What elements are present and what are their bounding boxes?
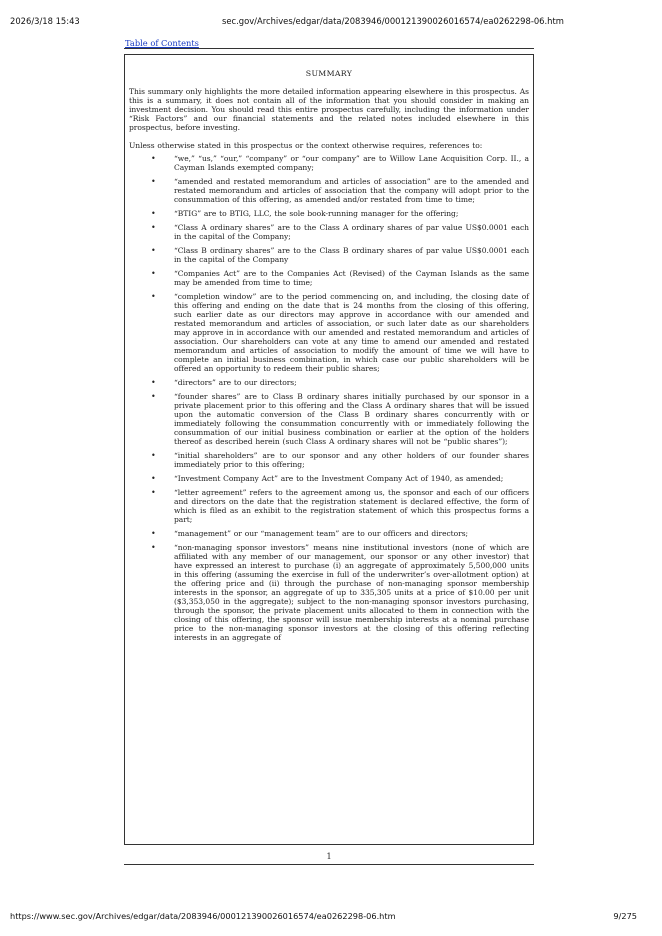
- page-number: 1: [326, 852, 332, 861]
- definition-item: • “non-managing sponsor investors” means nine institutional investors (none of which are affiliated with any member of our management, our sponsor or any other investor) that have expressed an interest to purchase (i) an aggregate of approximately 5,500,000 units in this offering (assuming the exercise in full of the underwriter’s over-allotment option) at the offering price and (ii) through the purchase of non-managing sponsor membership interests in the sponsor, an aggregate of up to 335,305 units at a price of $10.00 per unit ($3,353,050 in the aggregate); subject to the non-managing sponsor investors purchasing, through the sponsor, the private placement units allocated to them in connection with the closing of this offering, the sponsor will issue membership interests at a nominal purchase price to the non-managing sponsor investors at the closing of this offering reflecting interests in an aggregate of: [151, 543, 529, 642]
- definition-item: • “Class A ordinary shares” are to the Class A ordinary shares of par value US$0.0001 each in the capital of the Company;: [151, 223, 529, 241]
- summary-intro: This summary only highlights the more detailed information appearing elsewhere in this prospectus. As this is a summary, it does not contain all of the information that you should consider in making an investment decision. You should read this entire prospectus carefully, including the information under “Risk Factors” and our financial statements and the related notes included elsewhere in this prospectus, before investing.: [129, 87, 529, 132]
- definition-item: • “directors” are to our directors;: [151, 378, 297, 387]
- definition-item: • “founder shares” are to Class B ordinary shares initially purchased by our sponsor in a private placement prior to this offering and the Class A ordinary shares that will be issued upon the automatic conversion of the Class B ordinary shares concurrently with or immediately following the consummation concurrently with or immediately following the consummation of our initial business combination or earlier at the option of the holders thereof as described herein (such Class A ordinary shares will not be “public shares”);: [151, 392, 529, 446]
- print-footer-url: https://www.sec.gov/Archives/edgar/data/2083946/000121390026016574/ea0262298-06.htm: [10, 911, 396, 921]
- definitions-list: [129, 154, 529, 642]
- definition-item: • “we,” “us,” “our,” “company” or “our company” are to Willow Lane Acquisition Corp. II., a Cayman Islands exempted company;: [151, 154, 529, 172]
- definition-item: • “amended and restated memorandum and articles of association” are to the amended and restated memorandum and articles of association that the company will adopt prior to the consummation of this offering, as amended and/or restated from time to time;: [151, 177, 529, 204]
- definition-item: • “Companies Act” are to the Companies Act (Revised) of the Cayman Islands as the same may be amended from time to time;: [151, 269, 529, 287]
- definition-item: • “BTIG” are to BTIG, LLC, the sole book-running manager for the offering;: [151, 209, 459, 218]
- definition-item: • “letter agreement” refers to the agreement among us, the sponsor and each of our officers and directors on the date that the registration statement is declared effective, the form of which is filed as an exhibit to the registration statement of which this prospectus forms a part;: [151, 488, 529, 524]
- definition-item: • “Investment Company Act” are to the Investment Company Act of 1940, as amended;: [151, 474, 504, 483]
- print-header-url: sec.gov/Archives/edgar/data/2083946/000121390026016574/ea0262298-06.htm: [222, 16, 564, 26]
- definition-item: • “initial shareholders” are to our sponsor and any other holders of our founder shares immediately prior to this offering;: [151, 451, 529, 469]
- references-intro: Unless otherwise stated in this prospectus or the context otherwise requires, references to:: [129, 141, 483, 150]
- table-of-contents-link[interactable]: Table of Contents: [125, 38, 199, 48]
- definition-item: • “Class B ordinary shares” are to the Class B ordinary shares of par value US$0.0001 each in the capital of the Company: [151, 246, 529, 264]
- print-datetime: 2026/3/18 15:43: [10, 16, 80, 26]
- definition-item: • “management” or our “management team” are to our officers and directors;: [151, 529, 469, 538]
- bottom-divider: [124, 864, 534, 865]
- print-page-count: 9/275: [613, 911, 637, 921]
- summary-box: [124, 54, 534, 845]
- summary-title: SUMMARY: [305, 69, 353, 78]
- definition-item: • “completion window” are to the period commencing on, and including, the closing date of this offering and ending on the date that is 24 months from the closing of this offering, such earlier date as our directors may approve in accordance with our amended and restated memorandum and articles of association, or such later date as our shareholders may approve in in accordance with our amended and restated memorandum and articles of association. Our shareholders can vote at any time to amend our amended and restated memorandum and articles of association to modify the amount of time we will have to complete an initial business combination, in which case our public shareholders will be offered an opportunity to redeem their public shares;: [151, 292, 529, 373]
- top-divider: [124, 48, 534, 49]
